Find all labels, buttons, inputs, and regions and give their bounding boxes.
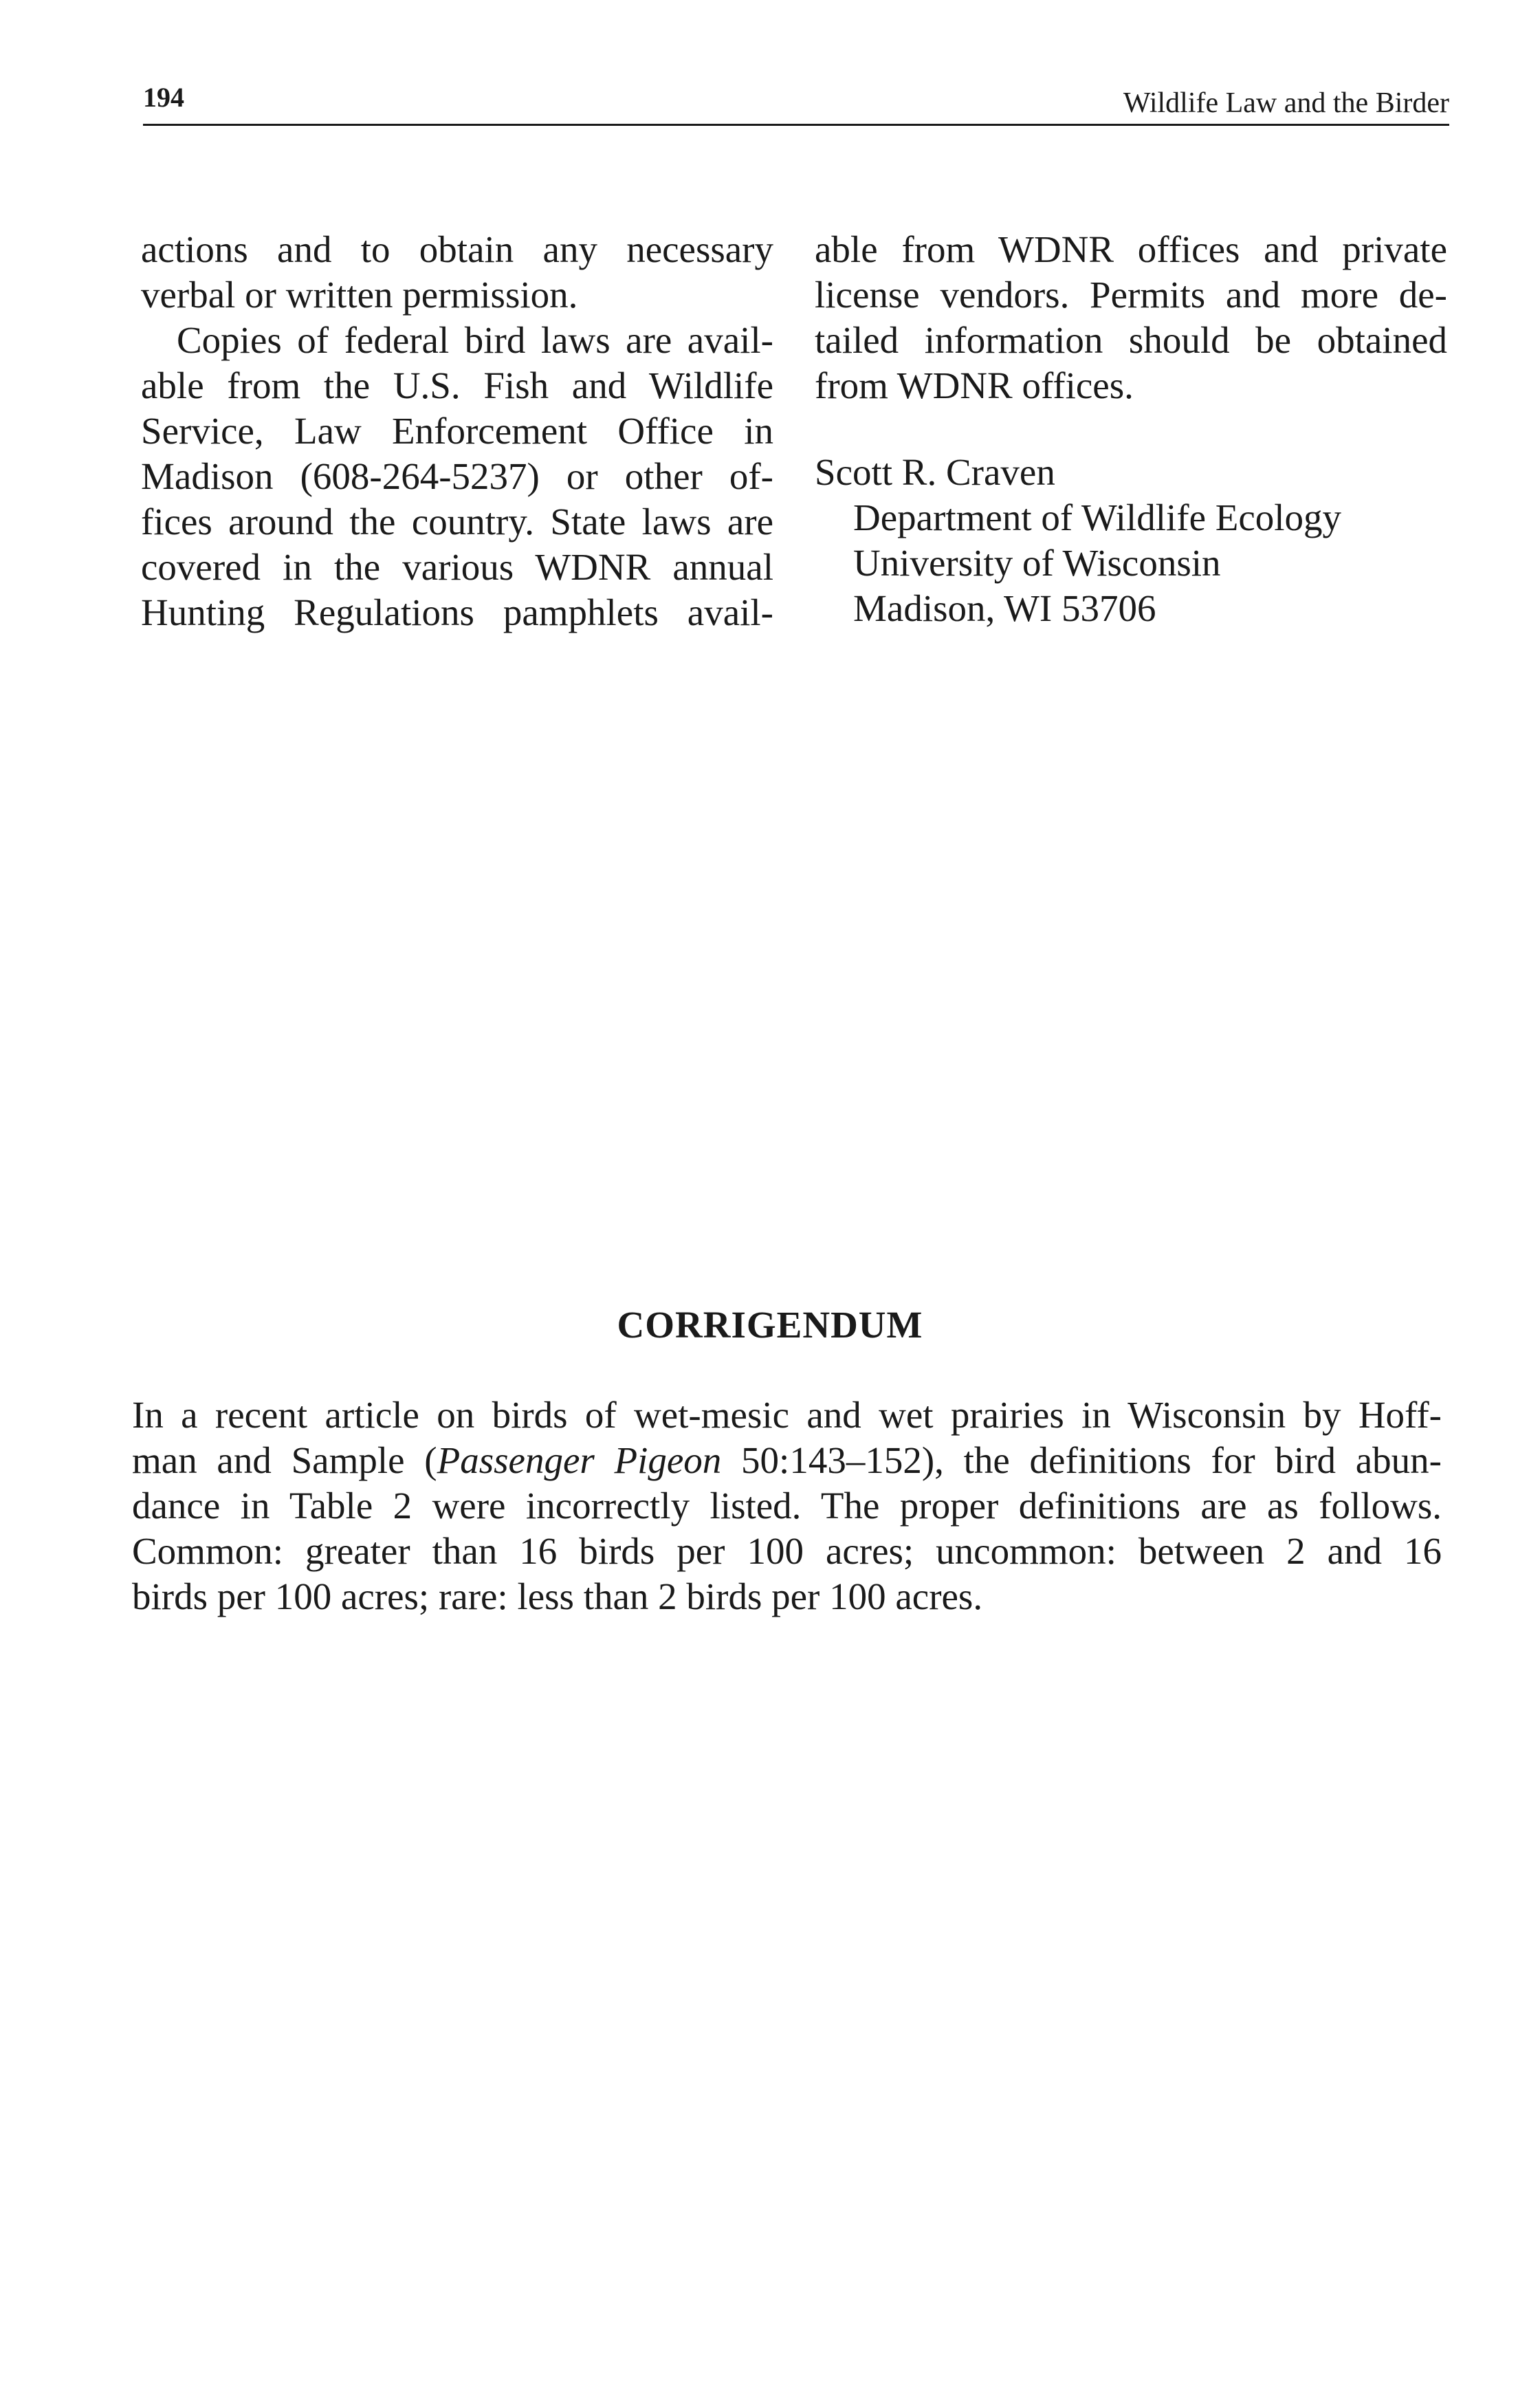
text-line: able from WDNR offices and private [815, 228, 1447, 270]
author-signature [815, 450, 1447, 631]
right-column [815, 227, 1447, 631]
journal-title: Passenger Pigeon [437, 1439, 722, 1481]
author-name: Scott R. Craven [815, 451, 1055, 493]
text-line: Madison (608-264-5237) or other of- [141, 455, 773, 497]
text-line: In a recent article on birds of wet-mesic and wet prairies in Wisconsin by Hoff- [132, 1394, 1442, 1436]
text-line: Common: greater than 16 birds per 100 acres; uncommon: between 2 and 16 [132, 1530, 1442, 1572]
text-fragment: 50:143–152), the definitions for bird abun- [721, 1439, 1442, 1481]
left-column [141, 227, 773, 635]
text-line: covered in the various WDNR annual [141, 546, 773, 588]
running-title: Wildlife Law and the Birder [1123, 87, 1449, 119]
text-line: Service, Law Enforcement Office in [141, 410, 773, 452]
text-line: dance in Table 2 were incorrectly listed. The proper definitions are as follows. [132, 1485, 1442, 1527]
author-university: University of Wisconsin [853, 542, 1221, 584]
text-line: license vendors. Permits and more de- [815, 274, 1447, 316]
corrigendum-body [132, 1392, 1442, 1619]
page-header [143, 81, 1449, 126]
corrigendum-heading: CORRIGENDUM [617, 1304, 923, 1346]
author-address: Madison, WI 53706 [853, 587, 1156, 629]
text-line: from WDNR offices. [815, 364, 1134, 406]
text-line: fices around the country. State laws are [141, 501, 773, 543]
text-line [132, 1438, 1442, 1483]
author-department: Department of Wildlife Ecology [853, 496, 1342, 538]
text-line: able from the U.S. Fish and Wildlife [141, 364, 773, 406]
page-number: 194 [143, 82, 184, 113]
text-line: tailed information should be obtained [815, 319, 1447, 361]
text-line: actions and to obtain any necessary [141, 228, 773, 270]
text-line: Hunting Regulations pamphlets avail- [141, 591, 773, 633]
text-line: verbal or written permission. [141, 274, 578, 316]
text-line: birds per 100 acres; rare: less than 2 birds per 100 acres. [132, 1575, 983, 1617]
text-fragment: man and Sample ( [132, 1439, 437, 1481]
text-line: Copies of federal bird laws are avail- [177, 319, 773, 361]
